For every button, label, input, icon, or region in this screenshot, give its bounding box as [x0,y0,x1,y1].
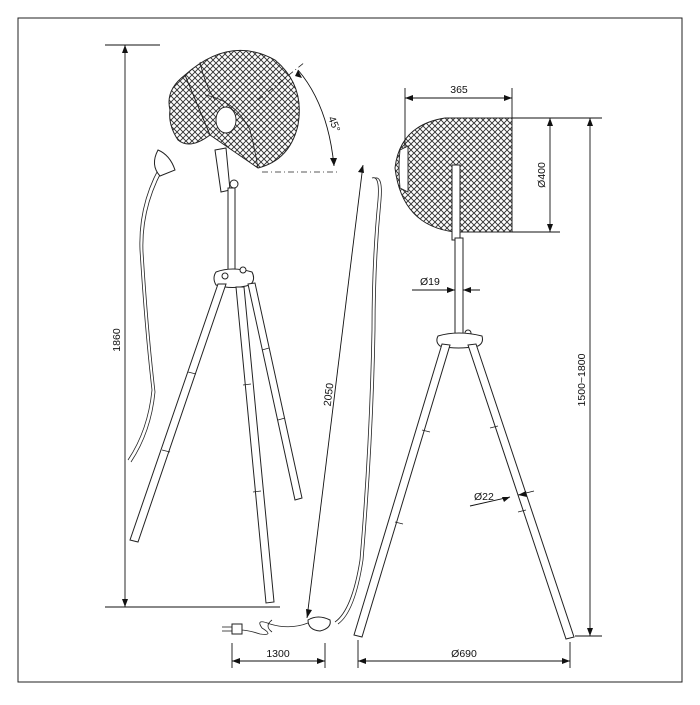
height-range-dimension [520,118,602,636]
base-diameter-dimension [358,648,570,664]
tilt-knob [230,180,238,188]
pole-right [455,238,463,334]
upright-lamp-view [354,118,574,668]
pole-left [228,188,235,270]
cord-and-plug [222,178,381,635]
total-height-label: 1860 [111,328,123,352]
base-diameter-label: Ø690 [451,648,477,660]
inline-switch [308,617,330,631]
shade-diameter-label: Ø400 [536,162,548,188]
height-range-label: 1500~1800 [576,353,588,407]
lamp-holder [154,150,175,176]
power-cord-left-outline [131,160,168,462]
power-cord-right [335,178,378,622]
shade-diameter-dimension [512,118,560,232]
tilt-angle-label: 45° [325,114,343,134]
cord-length-label: 1300 [266,648,290,660]
reach-dimension [306,165,364,618]
tripod-legs-left [130,283,302,603]
pole-diameter-label: Ø19 [420,276,440,288]
tilted-shade [169,50,299,168]
plug-body [232,624,242,634]
shade-depth-label: 365 [450,84,468,96]
reach-label: 2050 [321,382,337,407]
leg-diameter-label: Ø22 [474,491,494,503]
power-cord-left [128,158,165,460]
cord-length-dimension [232,643,325,668]
tripod-legs-right [354,344,574,639]
yoke-bracket [215,148,230,192]
tilted-lamp-view [128,50,342,603]
pole-diameter-dimension [412,276,480,293]
yoke-right [452,165,460,240]
